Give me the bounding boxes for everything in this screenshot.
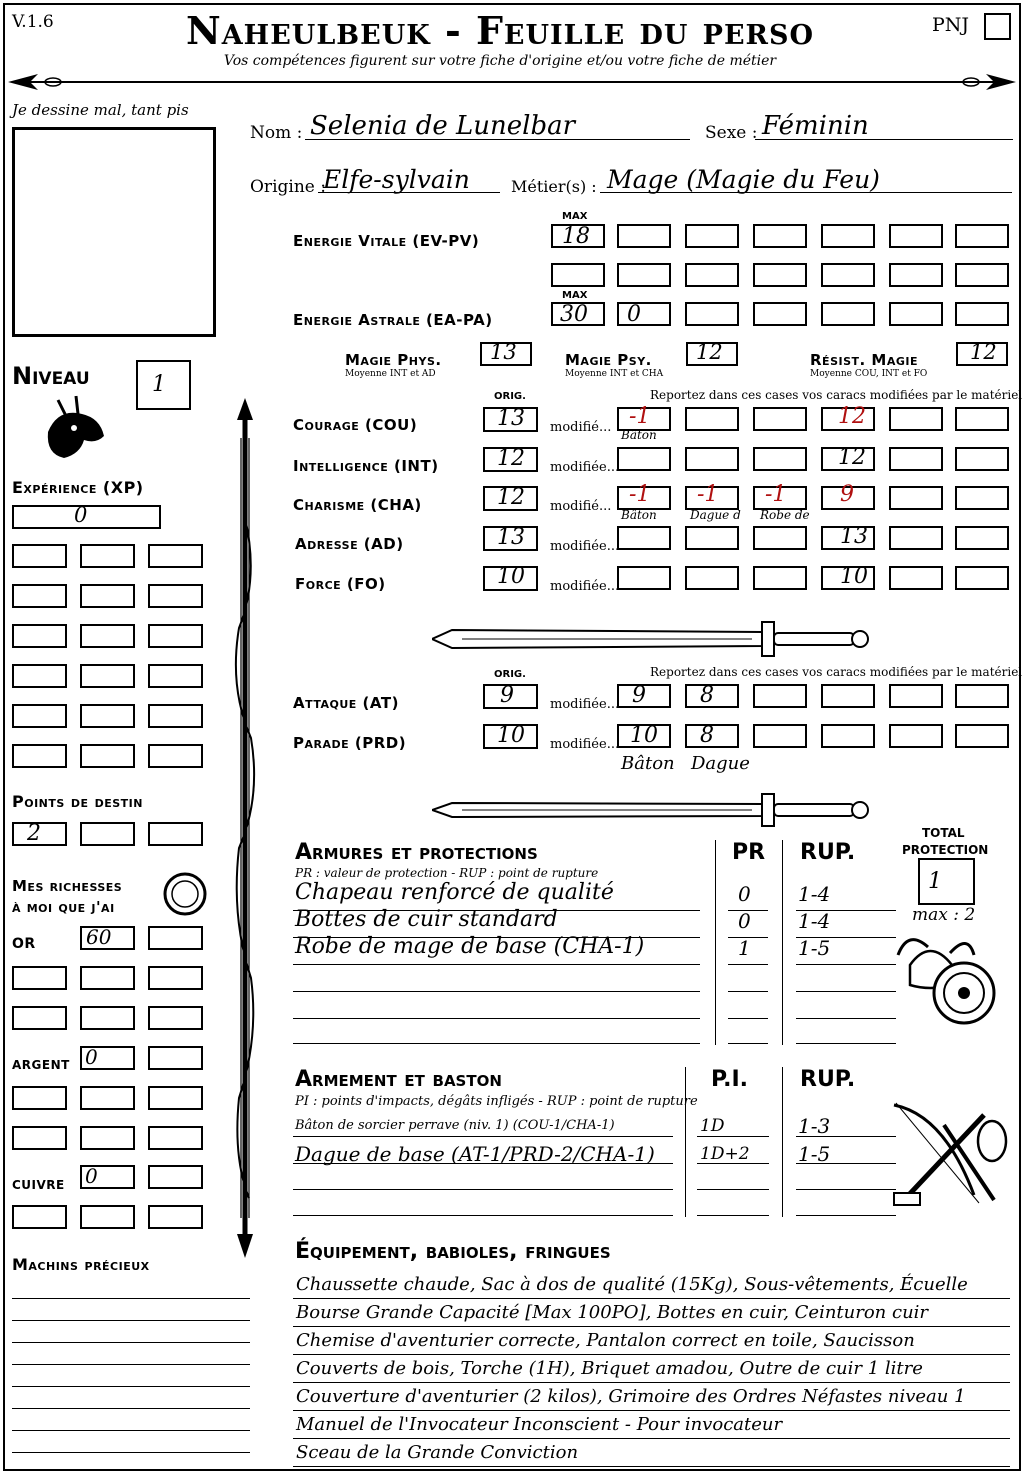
weapon-line-0 (293, 1136, 673, 1137)
money-box-4-1[interactable] (80, 1086, 135, 1110)
ad-mod-box-3[interactable] (753, 526, 807, 550)
cha-mod-3: -1 (765, 482, 787, 507)
ev-box-1[interactable] (617, 224, 671, 248)
ea-label: Energie Astrale (EA-PA) (293, 311, 493, 329)
ev-extra-box-0[interactable] (551, 263, 605, 287)
xp-box-2-0[interactable] (12, 624, 67, 648)
xp-box-5-1[interactable] (80, 744, 135, 768)
ad-mod-box-6[interactable] (955, 526, 1009, 550)
armor-line-2 (293, 964, 700, 965)
xp-box-1-1[interactable] (80, 584, 135, 608)
helmet-shield-icon (890, 925, 1000, 1035)
stats-report-note: Reportez dans ces cases vos caracs modifiées par le matériel (650, 388, 1023, 402)
ad-value: 13 (497, 525, 525, 550)
weapon-item-rup[interactable]: 1-5 (798, 1142, 831, 1166)
max-protection: max : 2 (912, 905, 976, 925)
courage-mod-box-5[interactable] (889, 407, 943, 431)
armor-pr-line-5 (728, 1043, 768, 1044)
ea-max-label: MAX (562, 290, 588, 301)
fo-mod-label: modifiée... (550, 579, 620, 594)
xp-box-5-0[interactable] (12, 744, 67, 768)
equipment-underline (293, 1438, 1010, 1439)
equipment-underline (293, 1326, 1010, 1327)
courage-value: 13 (497, 406, 525, 431)
int-mod-box-3[interactable] (753, 447, 807, 471)
portrait-box[interactable] (12, 127, 216, 337)
version-label: V.1.6 (12, 12, 54, 32)
courage-label: Courage (COU) (293, 416, 418, 434)
armor-item-pr[interactable]: 0 (738, 909, 751, 933)
machins-line-2[interactable] (12, 1342, 250, 1343)
adresse-label: Adresse (AD) (295, 535, 404, 553)
cha-mod-box-6[interactable] (955, 486, 1009, 510)
xp-box-4-1[interactable] (80, 704, 135, 728)
armor-item-pr[interactable]: 1 (738, 936, 751, 960)
weapon-pi-line-3 (697, 1215, 769, 1216)
ad-mod-box-2[interactable] (685, 526, 739, 550)
armor-note: PR : valeur de protection - RUP : point de rupture (295, 866, 599, 880)
machins-line-7[interactable] (12, 1452, 250, 1453)
fo-mod-box-1[interactable] (617, 566, 671, 590)
destin-label: Points de destin (12, 792, 143, 811)
armor-item-pr[interactable]: 0 (738, 882, 751, 906)
combat-report-note: Reportez dans ces cases vos caracs modifiées par le matériel (650, 665, 1023, 679)
ev-label: Energie Vitale (EV-PV) (293, 232, 480, 250)
ev-max-value: 18 (562, 224, 590, 249)
total-label-1: TOTAL (922, 826, 965, 840)
money-box-1-2[interactable] (148, 966, 203, 990)
weapon-pi-line-0 (697, 1136, 769, 1137)
cha-final: 9 (840, 482, 854, 507)
weapons-crossed-icon (884, 1095, 1010, 1215)
at-mod-2: 8 (700, 683, 714, 708)
prd-mod-box-5[interactable] (889, 724, 943, 748)
int-mod-label: modifiée... (550, 460, 620, 475)
armor-item-rup[interactable]: 1-4 (798, 882, 831, 906)
courage-mod-1-note: Bâton (621, 428, 657, 442)
force-label: Force (FO) (295, 575, 386, 593)
dragon-head-icon (38, 392, 108, 464)
ev-extra-box-5[interactable] (889, 263, 943, 287)
ev-extra-box-3[interactable] (753, 263, 807, 287)
machins-line-0[interactable] (12, 1298, 250, 1299)
money-box-4-2[interactable] (148, 1086, 203, 1110)
ev-box-4[interactable] (821, 224, 875, 248)
weapon-pi-line-2 (697, 1189, 769, 1190)
cha-mod-1-note: Bâton (621, 508, 657, 522)
ad-mod-label: modifiée... (550, 539, 620, 554)
ev-box-6[interactable] (955, 224, 1009, 248)
ea-box-3[interactable] (753, 302, 807, 326)
nom-label: Nom : (250, 123, 303, 143)
money-box-2-2[interactable] (148, 1006, 203, 1030)
ev-box-3[interactable] (753, 224, 807, 248)
parade-label: Parade (PRD) (293, 734, 407, 752)
xp-box-0-1[interactable] (80, 544, 135, 568)
armor-item-name[interactable]: Bottes de cuir standard (295, 907, 558, 932)
page-subtitle: Vos compétences figurent sur votre fiche d'origine et/ou votre fiche de métier (223, 53, 777, 69)
xp-box-4-0[interactable] (12, 704, 67, 728)
pnj-checkbox[interactable] (984, 13, 1011, 40)
weapons-rup-label: RUP. (800, 1067, 856, 1092)
prd-mod-box-4[interactable] (821, 724, 875, 748)
armor-rup-line-2 (796, 964, 896, 965)
courage-mod-box-3[interactable] (753, 407, 807, 431)
xp-box-3-1[interactable] (80, 664, 135, 688)
weapons-note: PI : points d'impacts, dégâts infligés - RUP : point de rupture (295, 1094, 698, 1109)
ea-box-6[interactable] (955, 302, 1009, 326)
resist-magie-label: Résist. Magie (810, 351, 919, 369)
ev-extra-box-1[interactable] (617, 263, 671, 287)
money-box-7-0[interactable] (12, 1205, 67, 1229)
armor-title: Armures et protections (295, 840, 538, 865)
cuivre-value: 0 (85, 1164, 98, 1188)
metier-value[interactable]: Mage (Magie du Feu) (607, 165, 880, 194)
ea-box-1[interactable] (617, 302, 671, 326)
xp-box-5-2[interactable] (148, 744, 203, 768)
money-box-7-2[interactable] (148, 1205, 203, 1229)
cha-mod-2-note: Dague d (690, 508, 741, 522)
money-box-5-2[interactable] (148, 1126, 203, 1150)
money-box-5-1[interactable] (80, 1126, 135, 1150)
money-box-1-1[interactable] (80, 966, 135, 990)
fo-final: 10 (840, 564, 868, 589)
cha-mod-1: -1 (629, 482, 651, 507)
richesses-label-1: Mes richesses (12, 877, 123, 895)
armor-item-name[interactable]: Chapeau renforcé de qualité (295, 880, 614, 905)
prd-value: 10 (497, 723, 525, 748)
money-box-1-0[interactable] (12, 966, 67, 990)
origine-label: Origine : (250, 177, 326, 197)
intelligence-label: Intelligence (INT) (293, 457, 439, 475)
total-protection-value: 1 (928, 869, 942, 894)
equipment-line[interactable]: Bourse Grande Capacité [Max 100PO], Bottes en cuir, Ceinturon cuir (296, 1302, 929, 1323)
combat-orig-label: ORIG. (494, 669, 526, 680)
resist-magie-value: 12 (970, 340, 997, 364)
machins-line-1[interactable] (12, 1320, 250, 1321)
coin-icon (162, 871, 208, 917)
machins-line-6[interactable] (12, 1430, 250, 1431)
equipment-title: Équipement, babioles, fringues (295, 1239, 611, 1264)
ev-extra-box-4[interactable] (821, 263, 875, 287)
at-mod-box-5[interactable] (889, 684, 943, 708)
ev-extra-box-6[interactable] (955, 263, 1009, 287)
armor-line-4 (293, 1018, 700, 1019)
money-box-7-1[interactable] (80, 1205, 135, 1229)
or-value: 60 (86, 925, 112, 949)
int-mod-box-1[interactable] (617, 447, 671, 471)
equipment-line[interactable]: Chaussette chaude, Sac à dos de qualité (15Kg), Sous-vêtements, Écuelle (296, 1274, 968, 1295)
niveau-label: Niveau (12, 362, 90, 390)
xp-box-3-0[interactable] (12, 664, 67, 688)
courage-mod-1: -1 (629, 404, 651, 429)
cha-mod-label: modifié... (550, 499, 612, 514)
equipment-underline (293, 1354, 1010, 1355)
weapons-pi-label: P.I. (711, 1067, 748, 1092)
prd-mod-1: 10 (630, 723, 658, 748)
fo-value: 10 (497, 564, 525, 589)
xp-box-2-2[interactable] (148, 624, 203, 648)
armor-pr-line-2 (728, 964, 768, 965)
magie-psy-note: Moyenne INT et CHA (565, 369, 664, 379)
prd-mod-2: 8 (700, 723, 714, 748)
nom-value[interactable]: Selenia de Lunelbar (310, 111, 576, 141)
cha-mod-3-note: Robe de (760, 508, 810, 522)
armor-rup-line-4 (796, 1018, 896, 1019)
ea-box-5[interactable] (889, 302, 943, 326)
total-protection-box[interactable] (918, 858, 975, 905)
weapons-title: Armement et baston (295, 1067, 502, 1092)
machins-line-3[interactable] (12, 1364, 250, 1365)
ad-mod-box-1[interactable] (617, 526, 671, 550)
armor-pr-line-4 (728, 1018, 768, 1019)
origine-value[interactable]: Elfe-sylvain (323, 165, 470, 194)
equipment-underline (293, 1410, 1010, 1411)
at-mod-1: 9 (632, 683, 646, 708)
attaque-label: Attaque (AT) (293, 694, 399, 712)
richesses-label-2: à moi que j'ai (12, 898, 115, 916)
weapon-line-2 (293, 1189, 673, 1190)
ev-extra-box-2[interactable] (685, 263, 739, 287)
weapon-rup-line-2 (796, 1189, 896, 1190)
destin-value: 2 (27, 821, 41, 846)
equipment-line[interactable]: Couverts de bois, Torche (1H), Briquet amadou, Outre de cuir 1 litre (296, 1358, 923, 1379)
fo-mod-box-3[interactable] (753, 566, 807, 590)
fo-mod-box-2[interactable] (685, 566, 739, 590)
equipment-underline (293, 1298, 1010, 1299)
prd-mod-label: modifiée... (550, 737, 620, 752)
armor-line-3 (293, 991, 700, 992)
or-label: OR (12, 936, 36, 952)
machins-line-5[interactable] (12, 1408, 250, 1409)
ev-max-label: MAX (562, 211, 588, 222)
int-mod-box-6[interactable] (955, 447, 1009, 471)
courage-mod-box-6[interactable] (955, 407, 1009, 431)
armor-line-5 (293, 1043, 700, 1044)
resist-magie-note: Moyenne COU, INT et FO (810, 369, 928, 379)
equipment-line[interactable]: Manuel de l'Invocateur Inconscient - Pour invocateur (296, 1414, 783, 1435)
sword-icon-2 (432, 790, 872, 830)
cha-value: 12 (497, 485, 525, 510)
total-label-2: PROTECTION (902, 843, 989, 857)
charisme-label: Charisme (CHA) (293, 496, 422, 514)
magie-phys-note: Moyenne INT et AD (345, 369, 436, 379)
spear-divider-icon (8, 68, 1016, 96)
equipment-underline (293, 1466, 1010, 1467)
metier-label: Métier(s) : (511, 177, 597, 196)
prd-mod-box-3[interactable] (753, 724, 807, 748)
xp-label: Expérience (XP) (12, 478, 144, 497)
at-mod-label: modifiée... (550, 697, 620, 712)
courage-final: 12 (838, 404, 866, 429)
weapon-item-rup[interactable]: 1-3 (798, 1114, 831, 1138)
argent-value: 0 (85, 1045, 98, 1069)
fo-mod-box-5[interactable] (889, 566, 943, 590)
portrait-caption: Je dessine mal, tant pis (12, 101, 189, 119)
courage-mod-box-2[interactable] (685, 407, 739, 431)
at-mod-box-6[interactable] (955, 684, 1009, 708)
money-box-2-0[interactable] (12, 1006, 67, 1030)
at-mod-box-3[interactable] (753, 684, 807, 708)
cha-mod-2: -1 (697, 482, 719, 507)
money-box-6-1[interactable] (148, 1165, 203, 1189)
int-final: 12 (838, 445, 866, 470)
armor-item-name[interactable]: Robe de mage de base (CHA-1) (295, 934, 645, 959)
ad-final: 13 (840, 524, 868, 549)
ev-box-2[interactable] (685, 224, 739, 248)
sexe-label: Sexe : (705, 123, 758, 143)
money-box-2-1[interactable] (80, 1006, 135, 1030)
weapon-item-pi[interactable]: 1D (700, 1116, 725, 1136)
weapon-item-pi[interactable]: 1D+2 (700, 1144, 750, 1164)
weapon-rup-line-3 (796, 1215, 896, 1216)
xp-box-0-0[interactable] (12, 544, 67, 568)
destin-box-2[interactable] (148, 822, 203, 846)
machins-line-4[interactable] (12, 1386, 250, 1387)
armor-rup-line-5 (796, 1043, 896, 1044)
xp-value: 0 (74, 503, 88, 527)
staff-icon (225, 398, 265, 1258)
cha-mod-box-5[interactable] (889, 486, 943, 510)
sexe-value[interactable]: Féminin (762, 111, 869, 141)
ad-mod-box-5[interactable] (889, 526, 943, 550)
argent-label: ARGENT (12, 1058, 70, 1072)
xp-box-1-0[interactable] (12, 584, 67, 608)
at-value: 9 (500, 683, 514, 708)
combat-col2-name: Dague (691, 753, 750, 774)
equipment-underline (293, 1382, 1010, 1383)
money-box-0-1[interactable] (148, 926, 203, 950)
magie-psy-value: 12 (696, 340, 723, 364)
armor-pr-line-3 (728, 991, 768, 992)
magie-phys-label: Magie Phys. (345, 351, 442, 369)
cuivre-label: CUIVRE (12, 1178, 65, 1192)
xp-box-3-2[interactable] (148, 664, 203, 688)
destin-box-1[interactable] (80, 822, 135, 846)
money-box-3-1[interactable] (148, 1046, 203, 1070)
machins-label: Machins précieux (12, 1255, 150, 1274)
magie-phys-value: 13 (490, 340, 517, 364)
ea-current-value: 0 (627, 302, 641, 327)
equipment-line[interactable]: Chemise d'aventurier correcte, Pantalon correct en toile, Saucisson (296, 1330, 915, 1351)
fo-mod-box-6[interactable] (955, 566, 1009, 590)
weapon-item-name[interactable]: Bâton de sorcier perrave (niv. 1) (COU-1/CHA-1) (295, 1118, 615, 1133)
xp-box-1-2[interactable] (148, 584, 203, 608)
armor-rup-line-3 (796, 991, 896, 992)
armor-item-rup[interactable]: 1-5 (798, 936, 831, 960)
xp-box-4-2[interactable] (148, 704, 203, 728)
sword-icon (432, 618, 872, 660)
xp-box-2-1[interactable] (80, 624, 135, 648)
armor-pr-label: PR (732, 840, 766, 865)
weapon-item-name[interactable]: Dague de base (AT-1/PRD-2/CHA-1) (295, 1142, 655, 1166)
pnj-label: PNJ (932, 14, 970, 36)
combat-col1-name: Bâton (621, 753, 675, 774)
money-box-4-0[interactable] (12, 1086, 67, 1110)
money-box-5-0[interactable] (12, 1126, 67, 1150)
prd-mod-box-6[interactable] (955, 724, 1009, 748)
equipment-line[interactable]: Sceau de la Grande Conviction (296, 1442, 579, 1463)
int-value: 12 (497, 446, 525, 471)
at-mod-box-4[interactable] (821, 684, 875, 708)
int-mod-box-5[interactable] (889, 447, 943, 471)
armor-rup-label: RUP. (800, 840, 856, 865)
weapon-line-3 (293, 1215, 673, 1216)
ea-max-value: 30 (560, 302, 588, 327)
ev-box-5[interactable] (889, 224, 943, 248)
xp-box-0-2[interactable] (148, 544, 203, 568)
ea-box-2[interactable] (685, 302, 739, 326)
niveau-value: 1 (152, 372, 166, 397)
ea-box-4[interactable] (821, 302, 875, 326)
orig-label: ORIG. (494, 391, 526, 402)
int-mod-box-2[interactable] (685, 447, 739, 471)
armor-item-rup[interactable]: 1-4 (798, 909, 831, 933)
courage-mod-label: modifié... (550, 420, 612, 435)
equipment-line[interactable]: Couverture d'aventurier (2 kilos), Grimoire des Ordres Néfastes niveau 1 (296, 1386, 966, 1407)
magie-psy-label: Magie Psy. (565, 351, 652, 369)
page-title: Naheulbeuk - Feuille du perso (186, 8, 814, 53)
